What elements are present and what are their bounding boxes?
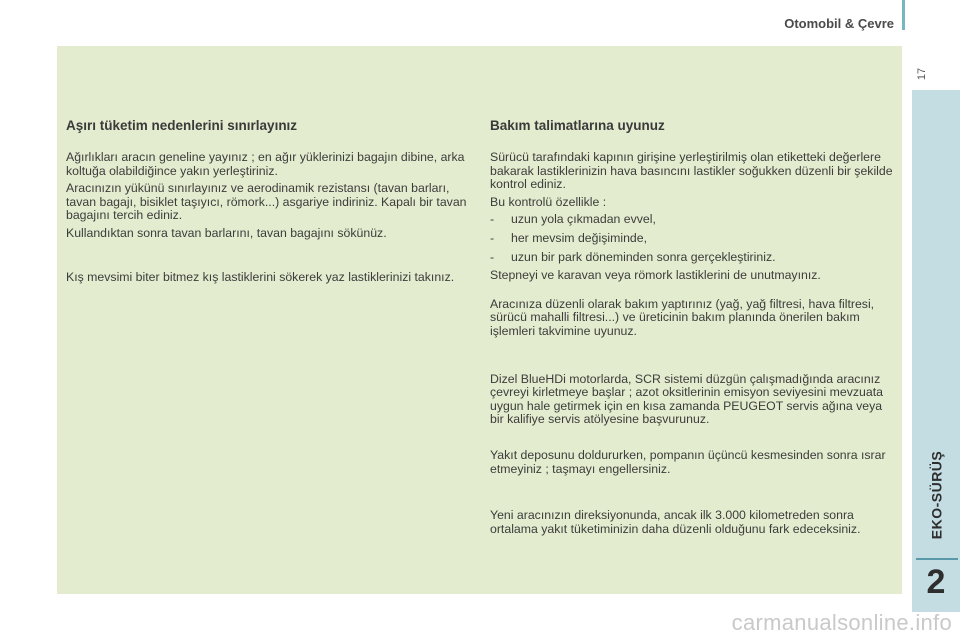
- list-item: - her mevsim değişiminde,: [490, 230, 647, 245]
- right-column: [490, 118, 895, 540]
- chapter-number: 2: [926, 563, 946, 601]
- section-heading: Bakım talimatlarına uyunuz: [490, 118, 665, 133]
- left-column: [66, 118, 476, 288]
- chapter-title: EKO-SÜRÜŞ: [928, 450, 945, 540]
- paragraph: Yeni aracınızın direksiyonunda, ancak ilk 3.000 kilometreden sonra ortalama yakıt tüketiminizin daha düzenli olduğunu fark edeceksiniz.: [490, 508, 861, 536]
- side-tab-rule: [916, 558, 958, 560]
- watermark: carmanualsonline.info: [731, 610, 952, 635]
- paragraph: Aracınıza düzenli olarak bakım yaptırınız (yağ, yağ filtresi, hava filtresi, sürücü mahalli filtresi...) ve üreticinin bakım planında önerilen bakım işlemleri takvimine uyunuz.: [490, 296, 875, 338]
- paragraph: Aracınızın yükünü sınırlayınız ve aerodinamik rezistansı (tavan barları, tavan bagajı, bisiklet taşıyıcı, römork...) asgariye indiriniz. Kapalı bir tavan bagajını tercih ediniz.: [66, 181, 467, 223]
- paragraph: Kış mevsimi biter bitmez kış lastiklerini sökerek yaz lastiklerinizi takınız.: [66, 269, 455, 284]
- paragraph: Dizel BlueHDi motorlarda, SCR sistemi düzgün çalışmadığında aracınız çevreyi kirletmeye başlar ; azot oksitlerinin emisyon seviyesini mevzuata uygun hale getirmek için en kısa zamanda PEUGEOT servis ağına veya bir kalifiye servis atölyesine başvurunuz.: [490, 371, 883, 427]
- paragraph: Sürücü tarafındaki kapının girişine yerleştirilmiş olan etiketteki değerlere bakarak lastiklerinizin hava basıncını lastikler soğukken düzenli bir şekilde kontrol ediniz.: [490, 150, 893, 192]
- paragraph: Ağırlıkları aracın geneline yayınız ; en ağır yüklerinizi bagajın dibine, arka koltuğa olabildiğince yakın yerleştiriniz.: [66, 150, 465, 178]
- header-title: Otomobil & Çevre: [784, 16, 894, 31]
- section-heading: Aşırı tüketim nedenlerini sınırlayınız: [66, 118, 298, 133]
- side-tab-label: [912, 435, 960, 555]
- paragraph: Yakıt deposunu doldururken, pompanın üçüncü kesmesinden sonra ısrar etmeyiniz ; taşmayı engellersiniz.: [490, 447, 886, 476]
- page-number: 17: [916, 67, 928, 81]
- list-item: - uzun yola çıkmadan evvel,: [490, 212, 656, 227]
- paragraph: Stepneyi ve karavan veya römork lastiklerini de unutmayınız.: [490, 268, 821, 283]
- list-item: - uzun bir park döneminden sonra gerçekleştiriniz.: [490, 249, 776, 264]
- header-rule: [902, 0, 905, 30]
- list-intro: Bu kontrolü özellikle :: [490, 194, 607, 209]
- paragraph: Kullandıktan sonra tavan barlarını, tavan bagajını sökünüz.: [66, 225, 387, 240]
